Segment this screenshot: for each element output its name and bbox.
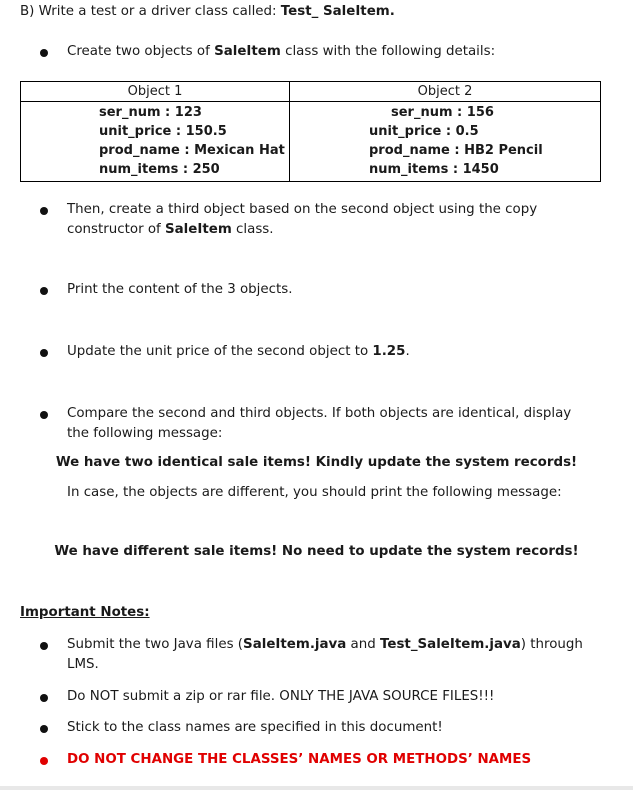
table-header-object1: Object 1 [21,82,290,102]
objects-table [20,81,601,182]
heading-prefix: B) Write a test or a driver class called: [20,4,281,19]
else-text: In case, the objects are different, you should print the following message: [67,485,562,500]
bullet-dot [40,694,48,702]
note1-line2: LMS. [67,657,99,672]
object1-ser-num: ser_num : 123 [99,105,202,120]
bullet-dot [40,411,48,419]
bullet-dot [40,725,48,733]
section-heading [20,4,395,19]
important-notes-title: Important Notes: [20,605,150,620]
note1-and: and [346,637,381,652]
note1-line1 [67,635,592,655]
bullet2-line2-prefix: constructor of [67,222,165,237]
object1-num-items: num_items : 250 [99,162,220,177]
bullet-dot [40,349,48,357]
table-row [21,102,601,182]
bullet-print-content: Print the content of the 3 objects. [67,282,293,297]
red-bullet-dot [40,757,48,765]
note-no-zip: Do NOT submit a zip or rar file. ONLY THE JAVA SOURCE FILES!!! [67,689,495,704]
bullet2-line2 [67,220,592,240]
bullet-dot [40,49,48,57]
object1-cell [21,102,290,182]
bullet4-prefix: Update the unit price of the second object to [67,344,373,359]
bullet-update-price [67,342,592,362]
bullet-dot [40,207,48,215]
note-class-names: Stick to the class names are specified in this document! [67,720,443,735]
note1-file1: SaleItem.java [243,637,347,652]
object2-cell [290,102,601,182]
bullet1-prefix: Create two objects of [67,44,215,59]
note1-suffix: ) through [520,637,583,652]
bullet-create-objects [67,42,592,62]
page-bottom-divider [0,786,633,790]
note-submit-files [67,635,592,675]
different-message: We have different sale items! No need to update the system records! [54,544,579,559]
bullet5-line1: Compare the second and third objects. If both objects are identical, display [67,406,572,421]
bullet2-class: SaleItem [165,222,232,237]
bullet1-class: SaleItem [214,44,281,59]
object1-prod-name: prod_name : Mexican Hat [99,143,285,158]
note-do-not-change: DO NOT CHANGE THE CLASSES’ NAMES OR METHODS’ NAMES [67,752,532,767]
heading-class-name: Test_ SaleItem. [280,4,395,19]
bullet-dot [40,287,48,295]
bullet-copy-constructor [67,200,592,240]
object2-unit-price: unit_price : 0.5 [369,124,479,139]
bullet5-line2: the following message: [67,426,223,441]
object2-prod-name: prod_name : HB2 Pencil [369,143,543,158]
note1-file2: Test_SaleItem.java [380,637,521,652]
bullet4-value: 1.25 [372,344,406,359]
bullet-dot [40,642,48,650]
object2-ser-num: ser_num : 156 [391,105,494,120]
bullet4-suffix: . [405,344,410,359]
bullet2-line2-suffix: class. [231,222,274,237]
identical-message: We have two identical sale items! Kindly update the system records! [55,455,578,470]
bullet-compare-objects [67,404,592,444]
object1-unit-price: unit_price : 150.5 [99,124,227,139]
bullet2-line1: Then, create a third object based on the second object using the copy [67,202,538,217]
object2-num-items: num_items : 1450 [369,162,499,177]
bullet1-suffix: class with the following details: [280,44,496,59]
note1-prefix: Submit the two Java files ( [67,637,244,652]
table-header-row [21,82,601,102]
table-header-object2: Object 2 [290,82,601,102]
